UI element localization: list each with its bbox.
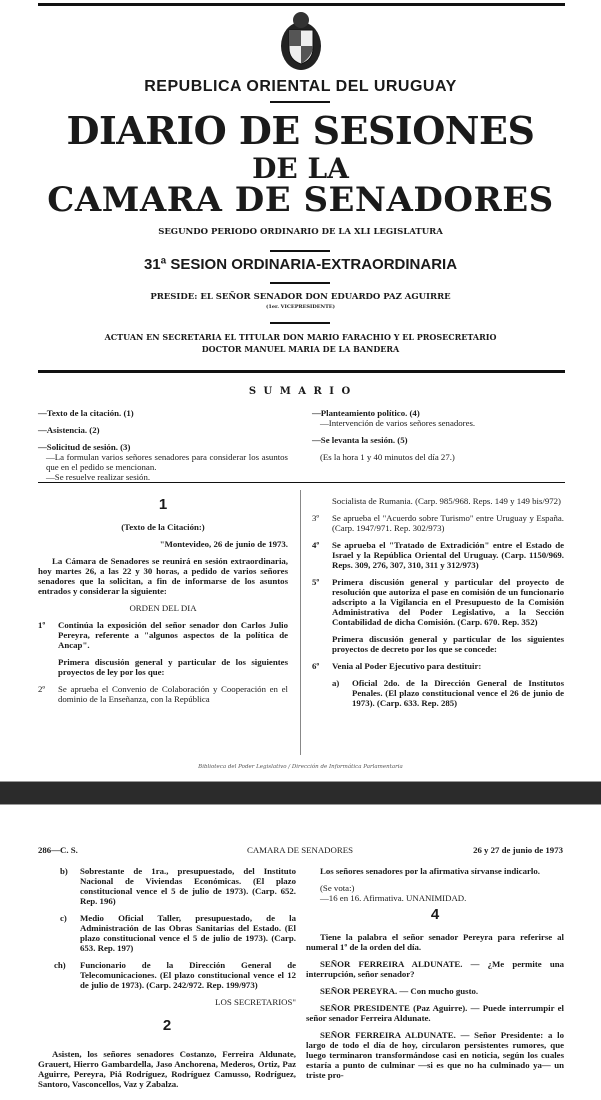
speech: SEÑOR FERREIRA ALDUNATE. — Señor Presidente: a lo largo de todo el día de hoy, circularon persistentes rumores, que luego terminaron transformándose casi en noticia, según los cuales estaría a punto de culminar —si es que no ha culminado ya— un triste pro-	[306, 1030, 564, 1080]
sumario-subitem: —Intervención de varios señores senadores.	[320, 418, 476, 428]
orden-paragraph: Primera discusión general y particular de los siguientes proyectos de decreto por los que se concede:	[332, 634, 564, 654]
page1-left-column	[38, 496, 288, 711]
orden-item: Se aprueba el Convenio de Colaboración y Cooperación en el dominio de la Enseñanza, con la República	[58, 684, 288, 704]
page2-left-column	[38, 866, 296, 1096]
sumario-right	[312, 408, 562, 469]
item-letter: a)	[332, 678, 340, 688]
page2-right-column	[306, 866, 564, 1087]
period: SEGUNDO PERIODO ORDINARIO DE LA XLI LEGISLATURA	[158, 227, 443, 237]
title-diario: DIARIO DE SESIONES	[66, 108, 535, 153]
sumario-item: —Solicitud de sesión. (3)	[38, 442, 131, 452]
vicepresidente: (1er. VICEPRESIDENTE)	[266, 304, 335, 310]
running-header: CAMARA DE SENADORES	[246, 845, 354, 855]
paragraph: Tiene la palabra el señor senador Pereyra para referirse al numeral 1º de la orden del día.	[306, 932, 564, 952]
section-number: 1	[158, 496, 168, 513]
orden-item-continued: Socialista de Rumania. (Carp. 985/968. Reps. 149 y 149 bis/972)	[332, 496, 561, 506]
sumario-item: —Planteamiento político. (4)	[312, 408, 420, 418]
orden-item: Venia al Poder Ejecutivo para destituir:	[332, 661, 482, 671]
uruguay-coat-of-arms-icon	[278, 10, 324, 72]
orden-subitem: Sobrestante de 1ra., presupuestado, del Instituto Nacional de Viviendas Económicas. (El plazo constitucional vence el 5 de julio de 1973). (Carp. 652. Rep. 196)	[80, 866, 296, 906]
divider	[270, 250, 330, 252]
column-divider	[300, 490, 301, 755]
vote-label: (Se vota:)	[320, 883, 355, 893]
item-number: 6º	[312, 661, 320, 671]
sumario-note: (Es la hora 1 y 40 minutos del día 27.)	[320, 452, 455, 462]
item-letter: c)	[60, 913, 67, 923]
orden-item: Continúa la exposición del señor senador don Carlos Julio Pereyra, referente a "algunos aspectos de la política de Ancap".	[58, 620, 288, 650]
orden-subitem: Oficial 2do. de la Dirección General de Institutos Penales. (El plazo constitucional vence el 26 de junio de 1973). (Carp. 633. Rep. 285)	[352, 678, 564, 708]
vote-result: —16 en 16. Afirmativa. UNANIMIDAD.	[320, 893, 467, 903]
page-number: 286—C. S.	[38, 845, 78, 855]
thick-rule	[38, 370, 565, 373]
header-date: 26 y 27 de junio de 1973	[473, 845, 563, 855]
item-number: 2º	[38, 684, 46, 694]
citacion-intro: La Cámara de Senadores se reunirá en sesión extraordinaria, hoy martes 26, a las 22 y 30 horas, a pedido de varios señores senadores que la solicitan, a fin de informarse de los asuntos entrados y considerar la siguiente:	[38, 556, 288, 596]
page1-right-column	[312, 496, 564, 715]
preside: PRESIDE: EL SEÑOR SENADOR DON EDUARDO PAZ AGUIRRE	[150, 292, 451, 302]
top-rule	[38, 3, 565, 6]
item-number: 1º	[38, 620, 46, 630]
divider	[38, 482, 565, 483]
item-number: 3º	[312, 513, 320, 523]
item-letter: ch)	[54, 960, 66, 970]
library-footer: Biblioteca del Poder Legislativo / Dirección de Informática Parlamentaria	[198, 764, 403, 770]
speech: SEÑOR FERREIRA ALDUNATE. — ¿Me permite una interrupción, señor senador?	[306, 959, 564, 979]
sumario-title: S U M A R I O	[248, 386, 353, 397]
speech: SEÑOR PEREYRA. — Con mucho gusto.	[320, 986, 479, 996]
citacion-label: (Texto de la Citación:)	[121, 522, 205, 532]
sumario-item: —Texto de la citación. (1)	[38, 408, 134, 418]
orden-subitem: Medio Oficial Taller, presupuestado, de la Administración de las Obras Sanitarias del Estado. (El plazo constitucional vence el 5 de julio de 1973). (Carp. 653. Rep. 197)	[80, 913, 296, 953]
sumario-subitem: —Se resuelve realizar sesión.	[46, 472, 151, 482]
signature: LOS SECRETARIOS"	[215, 997, 296, 1007]
title-camara: CAMARA DE SENADORES	[47, 180, 554, 220]
section-number: 2	[162, 1017, 172, 1034]
sumario-item: —Se levanta la sesión. (5)	[312, 435, 408, 445]
title-de-la: DE LA	[252, 152, 349, 185]
orden-item: Se aprueba el "Tratado de Extradición" entre el Estado de Israel y la República Oriental del Uruguay. (Carp. 1150/969. Reps. 309, 276, 307, 310, 311 y 312/973)	[332, 540, 564, 570]
paragraph: Los señores senadores por la afirmativa sírvanse indicarlo.	[320, 866, 540, 876]
orden-subitem: Funcionario de la Dirección General de Telecomunicaciones. (El plazo constitucional vence el 12 de julio de 1973). (Carp. 242/972. Rep. 199/973)	[80, 960, 296, 990]
item-number: 5º	[312, 577, 320, 587]
section-number: 4	[430, 906, 440, 923]
item-number: 4º	[312, 540, 320, 550]
actuan-line-2: DOCTOR MANUEL MARIA DE LA BANDERA	[201, 344, 400, 354]
session-title: 31ª SESION ORDINARIA-EXTRAORDINARIA	[143, 256, 458, 273]
sumario-left	[38, 408, 288, 482]
speech: SEÑOR PRESIDENTE (Paz Aguirre). — Puede interrumpir el señor senador Ferreira Aldunate.	[306, 1003, 564, 1023]
actuan-line-1: ACTUAN EN SECRETARIA EL TITULAR DON MARIO FARACHIO Y EL PROSECRETARIO	[104, 332, 497, 342]
sumario-subitem: —La formulan varios señores senadores para considerar los asuntos que en el pedido se mencionan.	[46, 452, 288, 472]
orden-del-dia: ORDEN DEL DIA	[129, 603, 197, 613]
divider	[270, 101, 330, 103]
asistencia-paragraph: Asisten, los señores senadores Costanzo, Ferreira Aldunate, Grauert, Hierro Gambardella, Jaso Anchorena, Mederos, Ortiz, Paz Aguirre, Pereyra, Piá Rodríguez, Rodríguez Camusso, Rodríguez, Santoro, Vasconcellos, Vaz y Zabalza.	[38, 1049, 296, 1089]
divider	[270, 282, 330, 284]
citacion-date: "Montevideo, 26 de junio de 1973.	[159, 539, 288, 549]
sumario-item: —Asistencia. (2)	[38, 425, 100, 435]
divider	[270, 322, 330, 324]
orden-item: Se aprueba el "Acuerdo sobre Turismo" entre Uruguay y España. (Carp. 1947/971. Rep. 302/973)	[332, 513, 564, 533]
country-name: REPUBLICA ORIENTAL DEL URUGUAY	[144, 78, 457, 95]
item-letter: b)	[60, 866, 68, 876]
orden-paragraph: Primera discusión general y particular de los siguientes proyectos de ley por los que:	[58, 657, 288, 677]
page-separator	[0, 781, 601, 805]
orden-item: Primera discusión general y particular del proyecto de resolución que autoriza el pase en comisión de un funcionario adscripto a la Vigilancia en el Presupuesto de la Comisión Administrativa del Poder Legislativo, a la Sección Contabilidad de dicha Comisión. (Carp. 670. Rep. 352)	[332, 577, 564, 627]
